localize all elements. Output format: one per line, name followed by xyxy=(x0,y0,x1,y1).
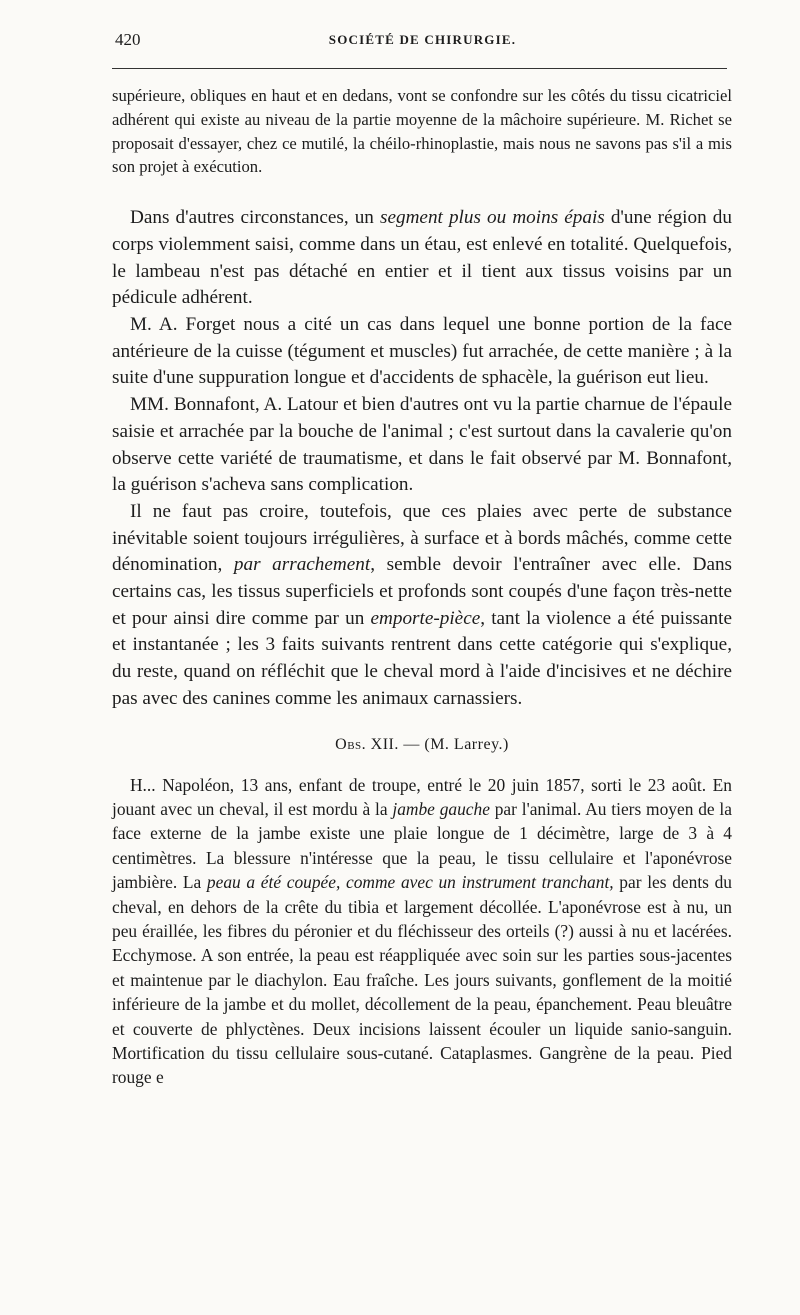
header-rule xyxy=(112,68,727,69)
italic-run: emporte-pièce xyxy=(370,607,481,629)
italic-run: par arrachement xyxy=(233,554,371,576)
observation-heading xyxy=(112,736,732,754)
page-number: 420 xyxy=(115,30,141,49)
page-header xyxy=(115,30,730,52)
text-run: par l'animal. Au tiers moyen de la face externe de la jambe existe une plaie longue de 1 décimètre, large de 3 à 4 centimètres. La blessure n'intéresse que la peau, le tissu cellulaire et l'aponévrose jambière. La xyxy=(112,798,732,893)
text-run: Dans d'autres circonstances, un xyxy=(130,207,380,229)
paragraph-continuation: supérieure, obliques en haut et en dedans, vont se confondre sur les côtés du tissu cicatriciel adhérent qui existe au niveau de la partie moyenne de la mâchoire supérieure. M. Richet se proposait d'essayer, chez ce mutilé, la chéilo-rhinoplastie, mais nous ne savons pas s'il a mis son projet à exécution. xyxy=(112,86,732,177)
italic-run: segment plus ou moins épais xyxy=(380,207,605,229)
text-run: H... Napoléon, 13 ans, enfant de troupe, entré le 20 juin 1857, sorti le 23 août. En jouant avec un cheval, il est mordu à la xyxy=(112,774,732,819)
text-run: d'une région du corps violemment saisi, comme dans un étau, est enlevé en totalité. Quelquefois, le lambeau n'est pas détaché en entier et il tient aux tissus voisins par un pédicule adhérent. xyxy=(112,207,732,309)
running-title: SOCIÉTÉ DE CHIRURGIE. xyxy=(328,32,517,47)
observation-author: (M. Larrey.) xyxy=(424,735,509,753)
paragraph-bonnafont: MM. Bonnafont, A. Latour et bien d'autres ont vu la partie charnue de l'épaule saisie et arrachée par la bouche de l'animal ; c'est surtout dans la cavalerie qu'on observe cette variété de traumatisme, et dans le fait observé par M. Bonnafont, la guérison s'acheva sans complication. xyxy=(112,394,732,496)
text-run: par les dents du cheval, en dehors de la crête du tibia et largement décollée. L'aponévrose est à nu, un peu éraillée, les fibres du péronier et du fléchisseur des orteils (?) aussi à nu et lacérées. Ecchymose. A son entrée, la peau est réappliquée avec soin sur les parties sous-jacentes et maintenue par le diachylon. Eau fraîche. Les jours suivants, gonflement de la moitié inférieure de la jambe et du mollet, décollement de la peau, épanchement. Peau bleuâtre et couverte de phlyctènes. Deux incisions laissent écouler un liquide sanio-sanguin. Mortification du tissu cellulaire sous-cutané. Cataplasmes. Gangrène de la peau. Pied rouge e xyxy=(112,872,732,1088)
text-run: , tant la violence a été puissante et instantanée ; les 3 faits suivants rentrent dans cette catégorie qui s'explique, du reste, quand on réfléchit que le cheval mord à l'aide d'incisives et ne déchire pas avec des canines comme les animaux carnassiers. xyxy=(112,607,732,709)
italic-run: peau a été coupée, comme avec un instrument tranchant, xyxy=(206,872,614,893)
paragraph-emporte-piece xyxy=(112,499,732,713)
text-run: , semble devoir l'entraîner avec elle. Dans certains cas, les tissus superficiels et profonds sont coupés d'une façon très-nette et pour ainsi dire comme par un xyxy=(112,554,733,629)
paragraph-forget: M. A. Forget nous a cité un cas dans lequel une bonne portion de la face antérieure de la cuisse (tégument et muscles) fut arrachée, de cette manière ; à la suite d'une suppuration longue et d'accidents de sphacèle, la guérison eut lieu. xyxy=(112,314,732,389)
paragraph-segment xyxy=(112,205,732,312)
observation-dash: — xyxy=(403,735,420,753)
italic-run: jambe gauche xyxy=(392,798,490,819)
observation-label: Obs. XII. xyxy=(335,735,399,753)
page-body xyxy=(112,84,732,1090)
text-run: Il ne faut pas croire, toutefois, que ces plaies avec perte de substance inévitable soient toujours irrégulières, à surface et à bords mâchés, comme cette dénomination, xyxy=(112,500,732,576)
case-report xyxy=(112,773,732,1090)
